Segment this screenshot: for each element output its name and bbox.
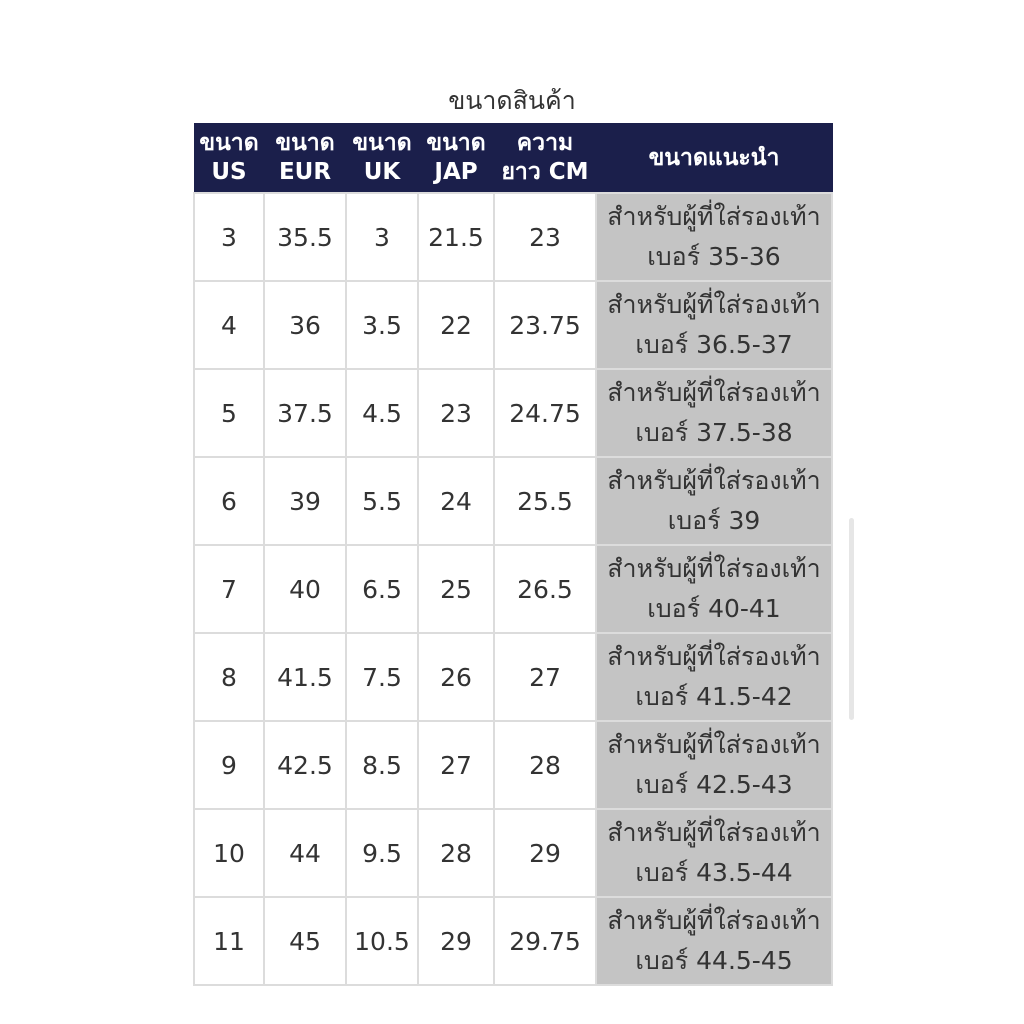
header-jap: ขนาด JAP bbox=[418, 124, 494, 194]
cell-us: 9 bbox=[194, 721, 264, 809]
header-uk: ขนาด UK bbox=[346, 124, 418, 194]
cell-us: 10 bbox=[194, 809, 264, 897]
recommended-line-1: สำหรับผู้ที่ใส่รองเท้า bbox=[607, 730, 821, 759]
cell-eur: 42.5 bbox=[264, 721, 346, 809]
cell-eur: 35.5 bbox=[264, 193, 346, 281]
cell-us: 7 bbox=[194, 545, 264, 633]
page-title: ขนาดสินค้า bbox=[448, 86, 576, 115]
recommended-line-2: เบอร์ 41.5-42 bbox=[635, 682, 793, 711]
size-chart-table bbox=[193, 123, 833, 986]
recommended-line-1: สำหรับผู้ที่ใส่รองเท้า bbox=[607, 466, 821, 495]
cell-recommended bbox=[596, 809, 832, 897]
table-row bbox=[194, 633, 832, 721]
cell-uk: 4.5 bbox=[346, 369, 418, 457]
recommended-line-2: เบอร์ 43.5-44 bbox=[635, 858, 793, 887]
cell-eur: 44 bbox=[264, 809, 346, 897]
cell-length-cm: 23 bbox=[494, 193, 596, 281]
recommended-line-2: เบอร์ 36.5-37 bbox=[635, 330, 793, 359]
cell-recommended bbox=[596, 633, 832, 721]
cell-us: 8 bbox=[194, 633, 264, 721]
cell-recommended bbox=[596, 457, 832, 545]
cell-uk: 9.5 bbox=[346, 809, 418, 897]
table-row bbox=[194, 721, 832, 809]
cell-us: 5 bbox=[194, 369, 264, 457]
table-row bbox=[194, 457, 832, 545]
recommended-line-2: เบอร์ 40-41 bbox=[647, 594, 781, 623]
cell-uk: 10.5 bbox=[346, 897, 418, 985]
cell-uk: 5.5 bbox=[346, 457, 418, 545]
recommended-line-1: สำหรับผู้ที่ใส่รองเท้า bbox=[607, 818, 821, 847]
cell-eur: 36 bbox=[264, 281, 346, 369]
cell-recommended bbox=[596, 369, 832, 457]
table-header bbox=[194, 124, 832, 194]
cell-length-cm: 28 bbox=[494, 721, 596, 809]
header-length-cm: ความ ยาว CM bbox=[494, 124, 596, 194]
cell-jap: 22 bbox=[418, 281, 494, 369]
recommended-line-1: สำหรับผู้ที่ใส่รองเท้า bbox=[607, 642, 821, 671]
table-row bbox=[194, 809, 832, 897]
cell-jap: 24 bbox=[418, 457, 494, 545]
cell-jap: 29 bbox=[418, 897, 494, 985]
cell-us: 3 bbox=[194, 193, 264, 281]
cell-us: 6 bbox=[194, 457, 264, 545]
table-row bbox=[194, 281, 832, 369]
cell-length-cm: 27 bbox=[494, 633, 596, 721]
cell-length-cm: 29 bbox=[494, 809, 596, 897]
cell-eur: 39 bbox=[264, 457, 346, 545]
recommended-line-1: สำหรับผู้ที่ใส่รองเท้า bbox=[607, 202, 821, 231]
cell-eur: 40 bbox=[264, 545, 346, 633]
table-body bbox=[194, 193, 832, 985]
recommended-line-2: เบอร์ 37.5-38 bbox=[635, 418, 793, 447]
recommended-line-2: เบอร์ 44.5-45 bbox=[635, 946, 793, 975]
cell-eur: 37.5 bbox=[264, 369, 346, 457]
cell-eur: 45 bbox=[264, 897, 346, 985]
cell-us: 11 bbox=[194, 897, 264, 985]
cell-length-cm: 24.75 bbox=[494, 369, 596, 457]
cell-recommended bbox=[596, 193, 832, 281]
cell-jap: 25 bbox=[418, 545, 494, 633]
cell-uk: 8.5 bbox=[346, 721, 418, 809]
cell-jap: 23 bbox=[418, 369, 494, 457]
recommended-line-1: สำหรับผู้ที่ใส่รองเท้า bbox=[607, 378, 821, 407]
header-recommended: ขนาดแนะนำ bbox=[596, 124, 832, 194]
table-row bbox=[194, 193, 832, 281]
header-row bbox=[194, 124, 832, 194]
cell-uk: 6.5 bbox=[346, 545, 418, 633]
recommended-line-2: เบอร์ 42.5-43 bbox=[635, 770, 793, 799]
cell-recommended bbox=[596, 281, 832, 369]
recommended-line-1: สำหรับผู้ที่ใส่รองเท้า bbox=[607, 290, 821, 319]
table-row bbox=[194, 369, 832, 457]
table-row bbox=[194, 545, 832, 633]
cell-recommended bbox=[596, 897, 832, 985]
cell-jap: 27 bbox=[418, 721, 494, 809]
cell-eur: 41.5 bbox=[264, 633, 346, 721]
cell-length-cm: 25.5 bbox=[494, 457, 596, 545]
recommended-line-1: สำหรับผู้ที่ใส่รองเท้า bbox=[607, 906, 821, 935]
cell-uk: 7.5 bbox=[346, 633, 418, 721]
header-us: ขนาด US bbox=[194, 124, 264, 194]
cell-uk: 3 bbox=[346, 193, 418, 281]
table-row bbox=[194, 897, 832, 985]
header-eur: ขนาด EUR bbox=[264, 124, 346, 194]
cell-length-cm: 23.75 bbox=[494, 281, 596, 369]
cell-recommended bbox=[596, 545, 832, 633]
cell-jap: 26 bbox=[418, 633, 494, 721]
cell-recommended bbox=[596, 721, 832, 809]
recommended-line-2: เบอร์ 35-36 bbox=[647, 242, 781, 271]
recommended-line-1: สำหรับผู้ที่ใส่รองเท้า bbox=[607, 554, 821, 583]
cell-jap: 28 bbox=[418, 809, 494, 897]
scrollbar[interactable] bbox=[849, 518, 854, 720]
recommended-line-2: เบอร์ 39 bbox=[667, 506, 761, 535]
cell-us: 4 bbox=[194, 281, 264, 369]
cell-jap: 21.5 bbox=[418, 193, 494, 281]
cell-uk: 3.5 bbox=[346, 281, 418, 369]
cell-length-cm: 26.5 bbox=[494, 545, 596, 633]
cell-length-cm: 29.75 bbox=[494, 897, 596, 985]
